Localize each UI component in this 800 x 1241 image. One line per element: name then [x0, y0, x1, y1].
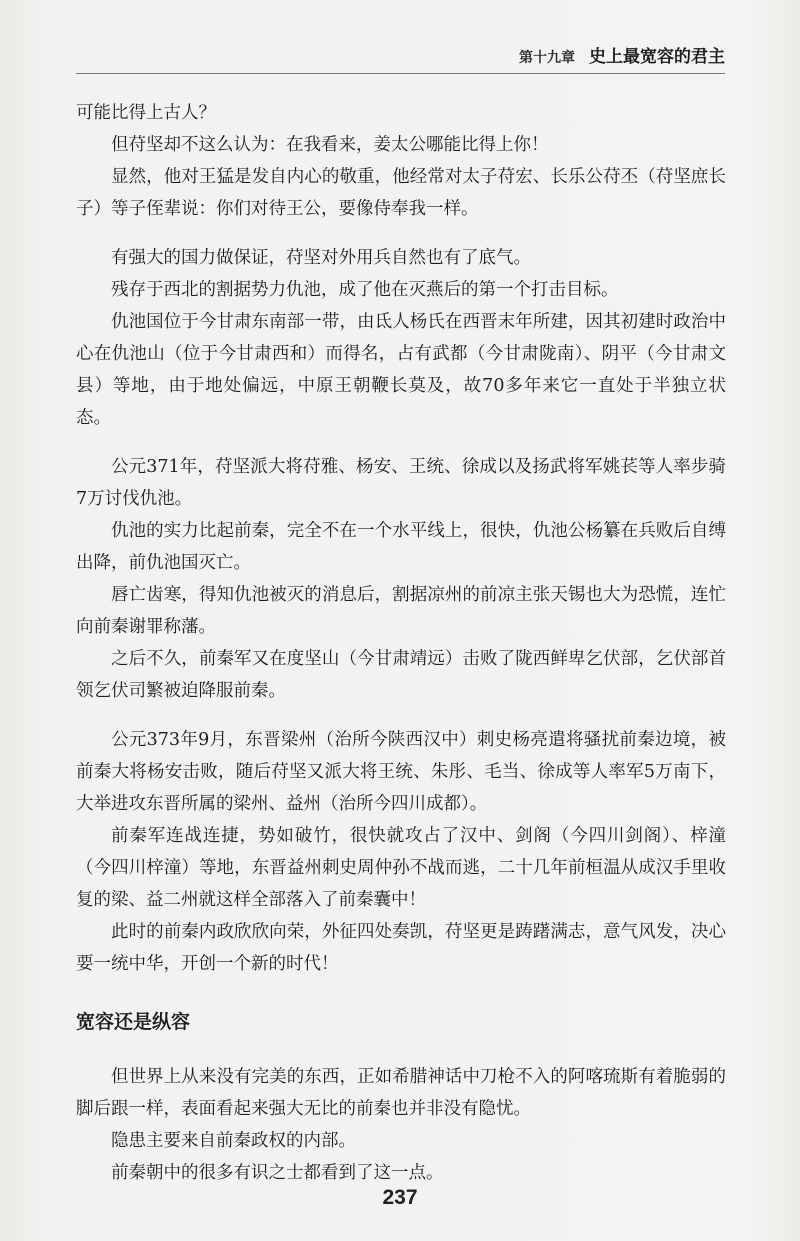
paragraph: 残存于西北的割据势力仇池，成了他在灭燕后的第一个打击目标。 — [111, 280, 619, 300]
paragraph: 仇池的实力比起前秦，完全不在一个水平线上，很快，仇池公杨纂在兵败后自缚出降，前仇池国灭亡。 — [76, 521, 726, 573]
section-heading: 宽容还是纵容 — [76, 1011, 191, 1033]
paragraph: 但世界上从来没有完美的东西，正如希腊神话中刀枪不入的阿喀琉斯有着脆弱的脚后跟一样，表面看起来强大无比的前秦也并非没有隐忧。 — [76, 1067, 726, 1119]
header-rule — [76, 73, 725, 74]
page-number: 237 — [382, 1186, 418, 1209]
paragraph: 仇池国位于今甘肃东南部一带，由氐人杨氏在西晋末年所建，因其初建时政治中心在仇池山（位于今甘肃西和）而得名，占有武都（今甘肃陇南）、阴平（今甘肃文县）等地，由于地处偏远，中原王朝鞭长莫及，故70多年来它一直处于半独立状态。 — [76, 312, 726, 428]
paragraph: 有强大的国力做保证，苻坚对外用兵自然也有了底气。 — [111, 248, 531, 268]
body-text — [76, 97, 726, 1189]
chapter-number: 第十九章 — [519, 50, 575, 66]
paragraph: 唇亡齿寒，得知仇池被灭的消息后，割据凉州的前凉主张天锡也大为恐慌，连忙向前秦谢罪称藩。 — [76, 585, 726, 637]
paragraph: 前秦朝中的很多有识之士都看到了这一点。 — [111, 1163, 444, 1183]
paragraph: 可能比得上古人？ — [76, 103, 216, 123]
paragraph: 公元373年9月，东晋梁州（治所今陕西汉中）刺史杨亮遣将骚扰前秦边境，被前秦大将杨安击败，随后苻坚又派大将王统、朱彤、毛当、徐成等人率军5万南下，大举进攻东晋所属的梁州、益州（治所今四川成都）。 — [76, 730, 726, 814]
paragraph: 之后不久，前秦军又在度坚山（今甘肃靖远）击败了陇西鲜卑乞伏部，乞伏部首领乞伏司繁被迫降服前秦。 — [76, 649, 726, 701]
paragraph: 公元371年，苻坚派大将苻雅、杨安、王统、徐成以及扬武将军姚苌等人率步骑7万讨伐仇池。 — [76, 457, 726, 509]
paragraph-gap — [76, 707, 726, 724]
running-header — [76, 42, 725, 72]
paragraph: 隐患主要来自前秦政权的内部。 — [111, 1131, 356, 1151]
paragraph-gap — [76, 434, 726, 451]
paragraph: 但苻坚却不这么认为：在我看来，姜太公哪能比得上你！ — [111, 135, 549, 155]
paragraph: 前秦军连战连捷，势如破竹，很快就攻占了汉中、剑阁（今四川剑阁）、梓潼（今四川梓潼）等地，东晋益州刺史周仲孙不战而逃，二十几年前桓温从成汉手里收复的梁、益二州就这样全部落入了前秦囊中！ — [76, 826, 726, 910]
paragraph: 显然，他对王猛是发自内心的敬重，他经常对太子苻宏、长乐公苻丕（苻坚庶长子）等子侄辈说：你们对待王公，要像侍奉我一样。 — [76, 167, 726, 219]
chapter-title: 史上最宽容的君主 — [589, 47, 725, 67]
paragraph-gap — [76, 225, 726, 242]
paragraph: 此时的前秦内政欣欣向荣，外征四处奏凯，苻坚更是踌躇满志，意气风发，决心要一统中华，开创一个新的时代！ — [76, 922, 726, 974]
